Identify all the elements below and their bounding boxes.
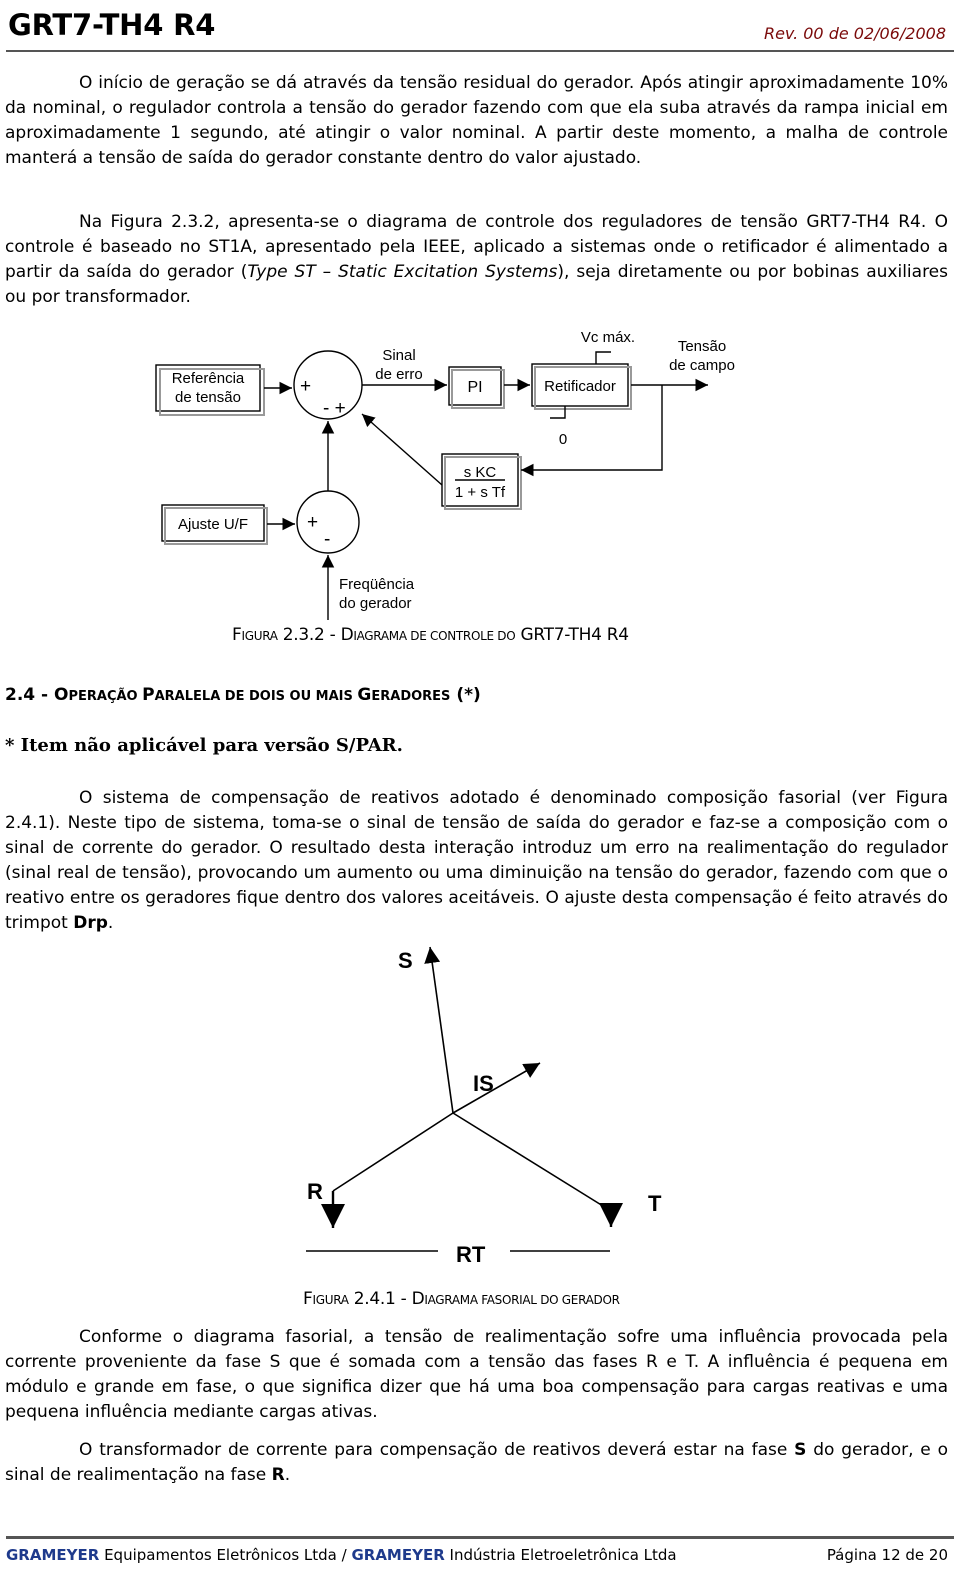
phasor-is-arrow bbox=[453, 1063, 540, 1113]
sum1-plus: + bbox=[300, 376, 312, 397]
figure-caption-2-3-2 bbox=[232, 625, 629, 645]
caption-part: IGURA bbox=[241, 629, 278, 643]
caption-part: IGURA bbox=[312, 1293, 349, 1307]
footer-text: Equipamentos Eletrônicos Ltda / bbox=[99, 1546, 352, 1564]
phasor-diagram bbox=[0, 935, 960, 1275]
caption-part: D bbox=[340, 625, 354, 645]
pi-label: PI bbox=[467, 379, 483, 396]
heading-part: O bbox=[54, 685, 69, 705]
sum2-plus: + bbox=[307, 512, 319, 533]
paragraph-control-description bbox=[5, 210, 948, 310]
paragraph-text: Conforme o diagrama fasorial, a tensão de realimentação sofre uma influência provocada pela corrente proveniente da fase S que é somada com a tensão das fases R e T. A influência é pequena em módulo e grande em fase, o que significa dizer que há uma boa compensação para cargas reativas e uma pequena influência mediante cargas ativas. bbox=[5, 1327, 948, 1422]
paragraph-text: O sistema de compensação de reativos adotado é denominado composição fasorial (ver Figura 2.4.1). Neste tipo de sistema, toma-se o sinal de tensão de saída do gerador e faz-se a composição com o sinal de corrente do gerador. O resultado desta interação introduz um erro na realimentação do regulador (sinal real de tensão), provocando um aumento ou uma diminuição na tensão do gerador, fazendo com que o reativo entre os geradores fique dentro dos valores aceitáveis. O ajuste desta compensação é feito através do trimpot bbox=[5, 788, 948, 933]
heading-part: (*) bbox=[450, 685, 481, 705]
paragraph-italic: Type ST – Static Excitation Systems bbox=[247, 262, 558, 282]
paragraph-text: O início de geração se dá através da tensão residual do gerador. Após atingir aproximadamente 10% da nominal, o regulador controla a tensão do gerador fazendo com que ela suba através da rampa inicial em aproximadamente 1 segundo, até atingir o valor nominal. A partir deste momento, a malha de controle manterá a tensão de saída do gerador constante dentro do valor ajustado. bbox=[5, 73, 948, 168]
tf-denominator: 1 + s Tf bbox=[454, 484, 506, 501]
phasor-diagram-svg bbox=[0, 935, 960, 1275]
footer-company bbox=[6, 1546, 677, 1564]
heading-part: ERADORES bbox=[371, 689, 451, 704]
caption-part: D bbox=[411, 1289, 425, 1309]
page-number: Página 12 de 20 bbox=[826, 1546, 948, 1564]
zero-label: 0 bbox=[558, 431, 568, 448]
vc-max-label: Vc máx. bbox=[580, 329, 636, 346]
phasor-r-line bbox=[333, 1113, 453, 1191]
tf-numerator: s KC bbox=[463, 464, 497, 481]
phasor-s-arrow bbox=[430, 947, 453, 1113]
paragraph-text: O transformador de corrente para compensação de reativos deverá estar na fase bbox=[79, 1440, 795, 1460]
paragraph-text: Na Figura 2.3.2, apresenta-se o diagrama de controle dos reguladores de tensão GRT7-TH4 R4. O controle é baseado no ST1A, apresentado pela IEEE, aplicado a sistemas onde o retificador é alimentado a partir da saída do gerador ( bbox=[5, 212, 948, 282]
paragraph-compensation bbox=[5, 786, 948, 936]
revision-label: Rev. 00 de 02/06/2008 bbox=[763, 24, 946, 43]
paragraph-text: . bbox=[107, 913, 114, 933]
ajuste-label: Ajuste U/F bbox=[177, 516, 249, 533]
rectifier-label: Retificador bbox=[544, 378, 616, 395]
sum2-minus: - bbox=[324, 529, 331, 550]
caption-part: IAGRAMA FASORIAL DO GERADOR bbox=[424, 1293, 620, 1307]
frequency-label-1: Freqüência bbox=[339, 576, 415, 593]
paragraph-generation-start bbox=[5, 71, 948, 171]
phasor-t-line bbox=[453, 1113, 611, 1211]
error-label-1: Sinal bbox=[382, 347, 416, 364]
paragraph-text: do gerador, e o sinal de realimentação na fase bbox=[5, 1440, 948, 1485]
phasor-label-t: T bbox=[648, 1191, 662, 1216]
heading-part: 2.4 - bbox=[5, 685, 55, 705]
paragraph-current-transformer bbox=[5, 1438, 948, 1488]
control-diagram-svg bbox=[0, 320, 960, 650]
error-label-2: de erro bbox=[375, 366, 423, 383]
heading-part: PERAÇÃO bbox=[68, 689, 143, 704]
reference-label-2: de tensão bbox=[175, 389, 241, 406]
paragraph-bold: Drp bbox=[73, 913, 108, 933]
document-title: GRT7-TH4 R4 bbox=[8, 8, 216, 42]
figure-caption-2-4-1 bbox=[303, 1289, 620, 1309]
brand-name: GRAMEYER bbox=[351, 1546, 445, 1564]
paragraph-text: ), seja diretamente ou por bobinas auxiliares ou por transformador. bbox=[5, 262, 949, 307]
reference-label-1: Referência bbox=[171, 370, 245, 387]
phasor-label-rt: RT bbox=[456, 1242, 486, 1267]
phasor-label-s: S bbox=[398, 948, 413, 973]
caption-part: GRT7-TH4 R4 bbox=[515, 625, 629, 645]
brand-name: GRAMEYER bbox=[6, 1546, 100, 1564]
footer-rule bbox=[6, 1536, 954, 1539]
caption-part: 2.3.2 - bbox=[277, 625, 341, 645]
not-applicable-note: * Item não aplicável para versão S/PAR. bbox=[5, 735, 403, 756]
paragraph-phasor-explanation bbox=[5, 1325, 948, 1425]
phasor-label-is: IS bbox=[473, 1071, 494, 1096]
heading-part: P bbox=[142, 685, 155, 705]
paragraph-bold: R bbox=[271, 1465, 285, 1485]
paragraph-text: . bbox=[284, 1465, 291, 1485]
caption-part: F bbox=[232, 625, 242, 645]
caption-part: IAGRAMA DE CONTROLE DO bbox=[353, 629, 516, 643]
header-rule bbox=[6, 50, 954, 52]
sum1-minus-plus: - + bbox=[323, 398, 346, 419]
heading-part: ARALELA DE DOIS OU MAIS bbox=[154, 689, 358, 704]
frequency-label-2: do gerador bbox=[339, 595, 412, 612]
caption-part: 2.4.1 - bbox=[348, 1289, 412, 1309]
caption-part: F bbox=[303, 1289, 313, 1309]
field-label-1: Tensão bbox=[677, 338, 727, 355]
page-header bbox=[0, 0, 960, 58]
section-heading-2-4 bbox=[5, 685, 481, 705]
footer-text: Indústria Eletroeletrônica Ltda bbox=[444, 1546, 677, 1564]
page-footer bbox=[0, 1530, 960, 1581]
heading-part: G bbox=[357, 685, 372, 705]
paragraph-bold: S bbox=[794, 1440, 807, 1460]
field-label-2: de campo bbox=[669, 357, 735, 374]
control-diagram bbox=[0, 320, 960, 650]
phasor-label-r: R bbox=[307, 1179, 323, 1204]
